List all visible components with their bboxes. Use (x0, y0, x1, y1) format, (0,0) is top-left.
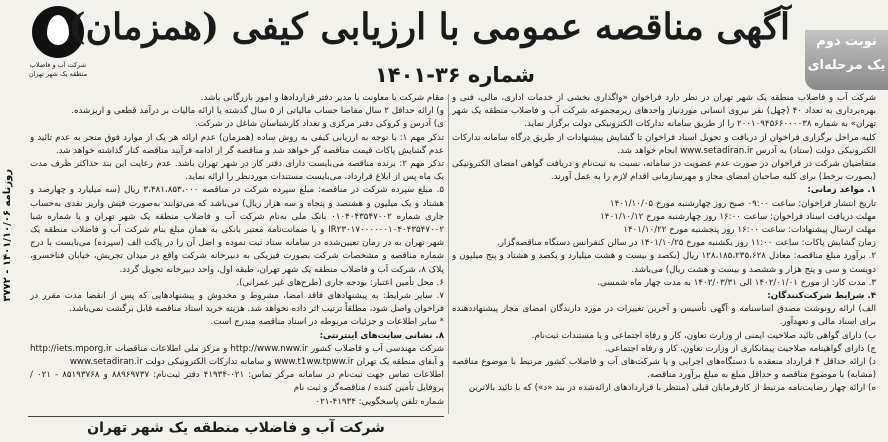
paragraph: ج) دارای گواهینامه صلاحیت پیمانکاری از وزارت تعاون، کار و رفاه اجتماعی. (605, 343, 876, 354)
section-heading: ۱. مواعد زمانی: (807, 185, 876, 196)
paragraph: * سایر اطلاعات و جزئیات مربوطه در اسناد مناقصه مندرج است. (210, 317, 444, 328)
badge-stage: یک مرحله‌ای (807, 58, 886, 73)
paragraph: شرکت مهندسی آب و فاضلاب کشور http://www.nww.ir و مرکز ملی اطلاعات مناقصات http://iets.mporg.ir و آبفای منطقه یک تهران www.t1ww.tpww.ir و سامانه تدارکات الکترونیکی دولت www.setadiran.ir (30, 343, 444, 368)
paragraph: متقاضیان شرکت در فراخوان در صورت عدم عضویت در سامانه، نسبت به ثبت‌نام و دریافت گواهی امضای الکترونیکی (بصورت برخط) برای کلیه صاحبان امضای مجاز و مهرسازمانی اقدام لازم را به عمل آورند. (452, 159, 876, 183)
page-title: آگهی مناقصه عمومی با ارزیابی کیفی (همزمان) (68, 6, 790, 48)
paragraph: شرکت آب و فاضلاب منطقه یک شهر تهران در نظر دارد فراخوان «واگذاری بخشی از خدمات اداری، مالی، فنی و بهره‌برداری به تعداد ۴۰ (چهل) نفر نیروی انسانی موردنیاز واحدهای زیرمجموعه شرکت آب و فاضلاب منطقه یک شهر تهران» به شماره ۲۰۰۱۰۹۴۵۶۶۰۰۰۰۳۸ را از طریق سامانه تدارکات الکترونیکی دولت برگزار نماید. (452, 93, 876, 130)
paragraph: ۵. مبلغ سپرده شرکت در مناقصه: مبلغ سپرده شرکت در مناقصه ۳،۴۸۱،۸۵۳،۰۰۰ ریال (سه میلیارد و چهارصد و هشتاد و یک میلیون و هشتصد و پنجاه و سه هزار ریال) می‌باشد که می‌توانند به‌صورت فیش واریز نقدی به‌حساب جاری شماره ۰۱۰۴۰۴۳۵۴۷۰۰۲ بانک ملی به‌نام شرکت آب و فاضلاب منطقه یک شهر تهران و یا شماره شبا IR۲۳۰۱۷۰۰۰۰۰۰۱۰۴۰۴۳۵۴۷۰۰۲ و یا ضمانت‌نامه معتبر بانکی به همان مبلغ بنام شرکت آب و فاضلاب منطقه یک شهر تهران به در زمان تعیین‌شده در سامانه ستاد ثبت نموده و اصل آن را در پاکت الف (سپرده) می‌بایست با درج شماره مناقصه و مشخصات شرکت بصورت فیزیکی به دبیرخانه شرکت واقع در میدان تجریش، خیابان فناخسرو، پلاک ۸، شرکت آب و فاضلاب منطقه یک شهر تهران، طبقه اول، واحد دبیرخانه تحویل گردد. (30, 185, 444, 275)
paragraph: شماره تلفن پاسخگویی: ۴۱۹۳۴-۰۲۱ (315, 396, 444, 407)
paragraph: ی) آدرس و کروکی دفتر مرکزی و تعداد کارشناسان شاغل در شرکت. (194, 119, 444, 130)
paragraph: ۶. محل تأمین اعتبار: بودجه جاری (طرح‌های غیر عمرانی). (236, 277, 444, 288)
status-badge (805, 30, 888, 90)
side-label-text: روزنامه ۱۴۰۱/۱۰/۰۶ - ۳۷۷۲ (2, 169, 13, 302)
left-column (30, 92, 444, 412)
schedule-item: زمان گشایش پاکات: ساعت ۱۱:۰۰ روز یکشنبه مورخ ۱۴۰۱/۱۰/۲۵ در سالن کنفرانس دستگاه مناقصه‌گزار. (496, 238, 876, 249)
schedule-item: مهلت ارسال پیشنهادات: ساعت ۱۶:۰۰ روز پنجشنبه مورخ ۱۴۰۱/۱۰/۲۲ (623, 225, 876, 236)
tender-number: شماره ۳۶-۱۴۰۱ (374, 63, 536, 87)
schedule-item: مهلت دریافت اسناد فراخوان: ساعت ۱۶:۰۰ روز چهارشنبه مورخ ۱۴۰۱/۱۰/۱۲ (600, 211, 876, 222)
paragraph: ۷. سایر شرایط: به پیشنهادهای فاقد امضا، مشروط و مخدوش و پیشنهادهایی که پس از انقضا مدت مقرر در فراخوان واصل شود، مطلقاً ترتیب اثر داده نخواهد شد. هزینه خرید اسناد مناقصه قابل برگشت نمی‌باشد. (30, 291, 444, 315)
paragraph: تذکر مهم ۱: با توجه به ارزیابی کیفی به روش ساده (همزمان) عدم ارائه هر یک از موارد فوق منجر به عدم تائید و عدم گشایش پاکات قیمت مناقصه گر خواهد شد و مناقصه گر از ادامه فرآیند مناقصه کنار گذاشته خواهد شد. (30, 132, 444, 156)
section-heading: ۸. نشانی سایت‌های اینترنتی: (319, 330, 444, 341)
schedule-item: تاریخ انتشار فراخوان: ساعت ۰۹:۰۰ صبح روز چهارشنبه مورخ ۱۴۰۱/۱۰/۰۵ (609, 198, 876, 209)
paragraph: مقام شرکت یا معاونت یا مدیر دفتر قراردادها و امور بازرگانی باشد. (200, 93, 444, 103)
paragraph: و) ارائه حداقل ۲ سال مفاصا حساب مالیاتی از ۵ سال گذشته یا ارائه مالیات بر درآمد قطعی و اربزشده. (71, 106, 444, 117)
paragraph: کلیه مراحل برگزاری فراخوان از دریافت و تحویل اسناد فراخوان تا گشایش پیشنهادات از طریق درگاه سامانه تدارکات الکترونیکی دولت (ستاد) به آدرس www.setadiran.ir انجام خواهد شد. (452, 132, 876, 156)
logo-caption-line2: منطقه یک شهر تهران (28, 70, 88, 78)
paragraph: اطلاعات تماس جهت ثبت‌نام در سامانه مرکز تماس: ۰۲۱-۴۱۹۳۴ دفتر ثبت‌نام: ۸۸۹۶۹۷۳۷ و ۸۵۱۹۳۷۶۸ - ۰۲۱ / پروفایل تأمین کننده / مناقصه‌گر و ثبت نام (30, 370, 444, 394)
paragraph: د) ارائه حداقل ۴ قرارداد منعقده با دستگاه‌های اجرایی و یا شرکت‌های آب و فاضلاب کشور مرتبط با موضوع مناقصه (مشابه) با موضوع مناقصه و حداقل مبلغ به مبلغ برآورد مناقصه. (452, 357, 876, 381)
section-heading: ۴. شرایط شرکت‌کنندگان: (767, 291, 876, 302)
paragraph: ۳. مدت کار: از مورخ ۱۴۰۲/۰۱/۰۱ الی ۱۴۰۲/۰۳/۳۱ به مدت چهار ماه شمسی. (597, 277, 876, 288)
paragraph: الف) ارائه رونوشت مصدق اساسنامه و آگهی تأسیس و آخرین تغییرات در مورد دارندگان امضای مجاز پیشنهاددهنده برای اسناد مالی و تعهدآور. (452, 304, 876, 328)
footer-company-name: شرکت آب و فاضلاب منطقه یک شهر تهران (28, 416, 444, 439)
paragraph: ه) ارائه چهار رضایت‌نامه مرتبط از کارفرمایان قبلی (منتظر با قراردادهای ارائه‌شده در بند «د») که با تائید بالاترین (468, 383, 876, 394)
side-label (0, 170, 14, 442)
logo-caption-line1: شرکت آب و فاضلاب (29, 61, 87, 69)
paragraph: ب) دارای گواهی تائید صلاحیت ایمنی از وزارت تعاون، کار و رفاه اجتماعی و یا مستندات ثبت‌نام. (531, 330, 876, 341)
right-column (452, 92, 876, 412)
badge-round: نوبت دوم (816, 34, 877, 49)
paragraph: ۲. برآورد مبلغ مناقصه: معادل ۱۲۸،۱۸۵،۲۳۵،۶۲۸ ریال (یکصد و بیست و هشت میلیارد و یکصد و هشتاد و پنج میلیون و دویست و سی و پنج هزار و ششصد و بیست و هشت ریال) می‌باشد. (452, 251, 876, 275)
paragraph: تذکر مهم ۲: برنده مناقصه می‌بایست دارای دفتر کار در شهر تهران باشد. عدم رعایت این بند حداکثر ظرف مدت یک ماه پس از ابلاغ قرارداد، می‌بایست مستندات موردنظر را ارائه نماید. (30, 159, 444, 183)
column-divider (448, 94, 449, 414)
